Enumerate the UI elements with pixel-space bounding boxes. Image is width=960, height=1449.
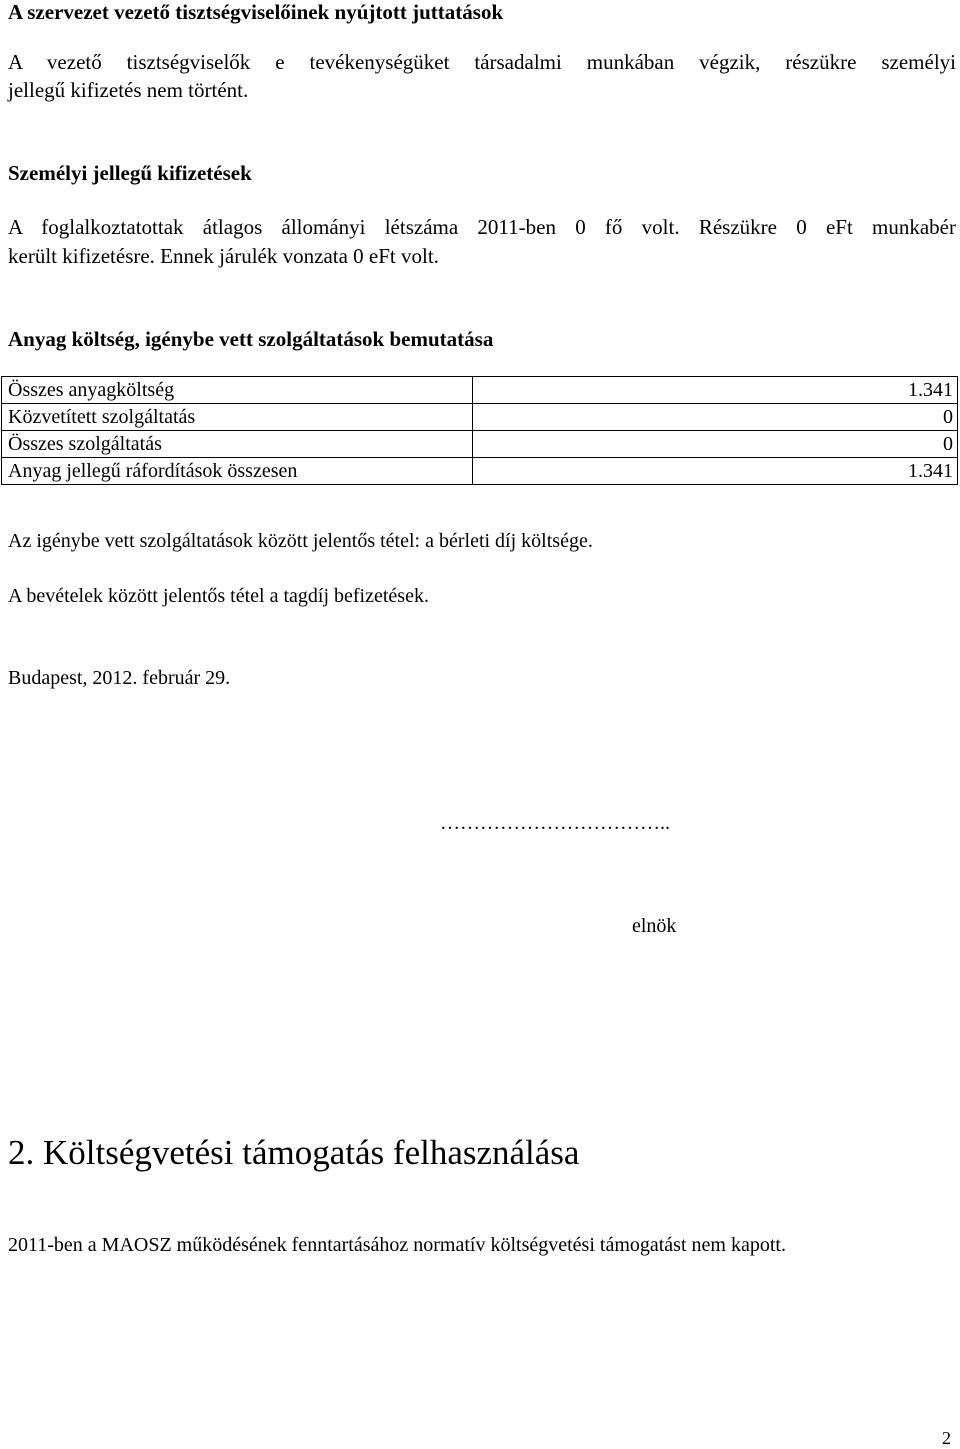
cost-value: 1.341	[473, 458, 958, 485]
table-row	[2, 404, 958, 431]
costs-note-1: Az igénybe vett szolgáltatások között jelentős tétel: a bérleti díj költsége.	[8, 530, 593, 552]
section-2-heading: 2. Költségvetési támogatás felhasználása	[8, 1133, 580, 1172]
cost-label: Anyag jellegű ráfordítások összesen	[2, 458, 473, 485]
cost-value: 0	[473, 431, 958, 458]
table-row	[2, 431, 958, 458]
cost-table	[1, 376, 958, 485]
section-leaders-heading: A szervezet vezető tisztségviselőinek nyújtott juttatások	[8, 0, 504, 24]
section-leaders-line2: jellegű kifizetés nem történt.	[8, 78, 249, 102]
signature-dots: ……………………………..	[440, 812, 670, 834]
page-number: 2	[942, 1428, 951, 1448]
section-personal-heading: Személyi jellegű kifizetések	[8, 161, 252, 185]
table-row	[2, 458, 958, 485]
section-personal-line1: A foglalkoztatottak átlagos állományi létszáma 2011-ben 0 fő volt. Részükre 0 eFt munkabér	[8, 215, 956, 239]
table-row	[2, 377, 958, 404]
section-costs-heading: Anyag költség, igénybe vett szolgáltatások bemutatása	[8, 327, 494, 351]
cost-value: 0	[473, 404, 958, 431]
section-leaders-line1: A vezető tisztségviselők e tevékenységüket társadalmi munkában végzik, részükre személyi	[8, 50, 956, 74]
costs-note-2: A bevételek között jelentős tétel a tagdíj befizetések.	[8, 585, 429, 607]
cost-label: Összes anyagköltség	[2, 377, 473, 404]
section-2-text: 2011-ben a MAOSZ működésének fenntartásához normatív költségvetési támogatást nem kapott.	[8, 1234, 786, 1256]
cost-label: Közvetített szolgáltatás	[2, 404, 473, 431]
signature-place-date: Budapest, 2012. február 29.	[8, 667, 231, 689]
cost-label: Összes szolgáltatás	[2, 431, 473, 458]
section-personal-line2: került kifizetésre. Ennek járulék vonzata 0 eFt volt.	[8, 244, 439, 268]
cost-value: 1.341	[473, 377, 958, 404]
signature-role: elnök	[632, 915, 677, 937]
